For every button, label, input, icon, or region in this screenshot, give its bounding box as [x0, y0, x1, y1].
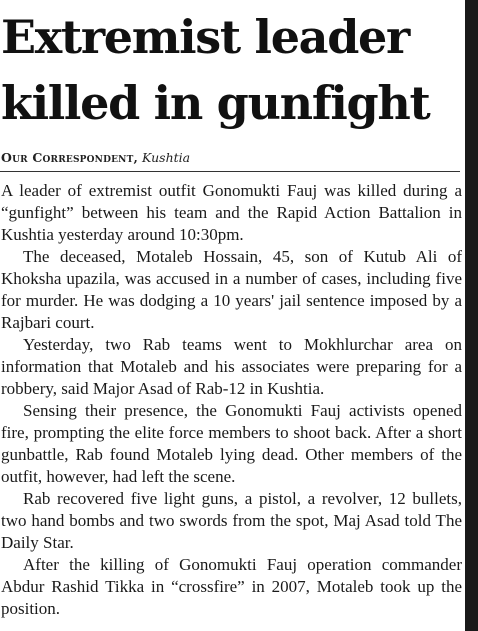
- paragraph-6: After the killing of Gonomukti Fauj operation commander Abdur Rashid Tikka in “crossfire” in 2007, Motaleb took up the position.: [1, 555, 462, 618]
- byline-place: Kushtia: [142, 150, 191, 165]
- paragraph-5: Rab recovered five light guns, a pistol, a revolver, 12 bullets, two hand bombs and two swords from the spot, Maj Asad told The Daily Star.: [1, 489, 462, 552]
- headline-line-1: Extremist leader: [1, 10, 409, 64]
- byline-author: Our Correspondent,: [1, 150, 139, 165]
- headline: [0, 0, 462, 136]
- byline-divider: [0, 171, 460, 172]
- column-edge-bar: [465, 0, 478, 631]
- paragraph-2: The deceased, Motaleb Hossain, 45, son of Kutub Ali of Khoksha upazila, was accused in a number of cases, including five for murder. He was dodging a 10 years' jail sentence imposed by a Rajbari court.: [1, 247, 462, 332]
- paragraph-4: Sensing their presence, the Gonomukti Fauj activists opened fire, prompting the elite force members to shoot back. After a short gunbattle, Rab found Motaleb lying dead. Other members of the outfit, however, had left the scene.: [1, 401, 462, 486]
- byline: [1, 150, 462, 166]
- headline-line-2: killed in gunfight: [1, 76, 430, 130]
- paragraph-3: Yesterday, two Rab teams went to Mokhlurchar area on information that Motaleb and his associates were preparing for a robbery, said Major Asad of Rab-12 in Kushtia.: [1, 335, 462, 398]
- paragraph-1: A leader of extremist outfit Gonomukti Fauj was killed during a “gunfight” between his team and the Rapid Action Battalion in Kushtia yesterday around 10:30pm.: [1, 181, 462, 244]
- article-body: [0, 180, 462, 620]
